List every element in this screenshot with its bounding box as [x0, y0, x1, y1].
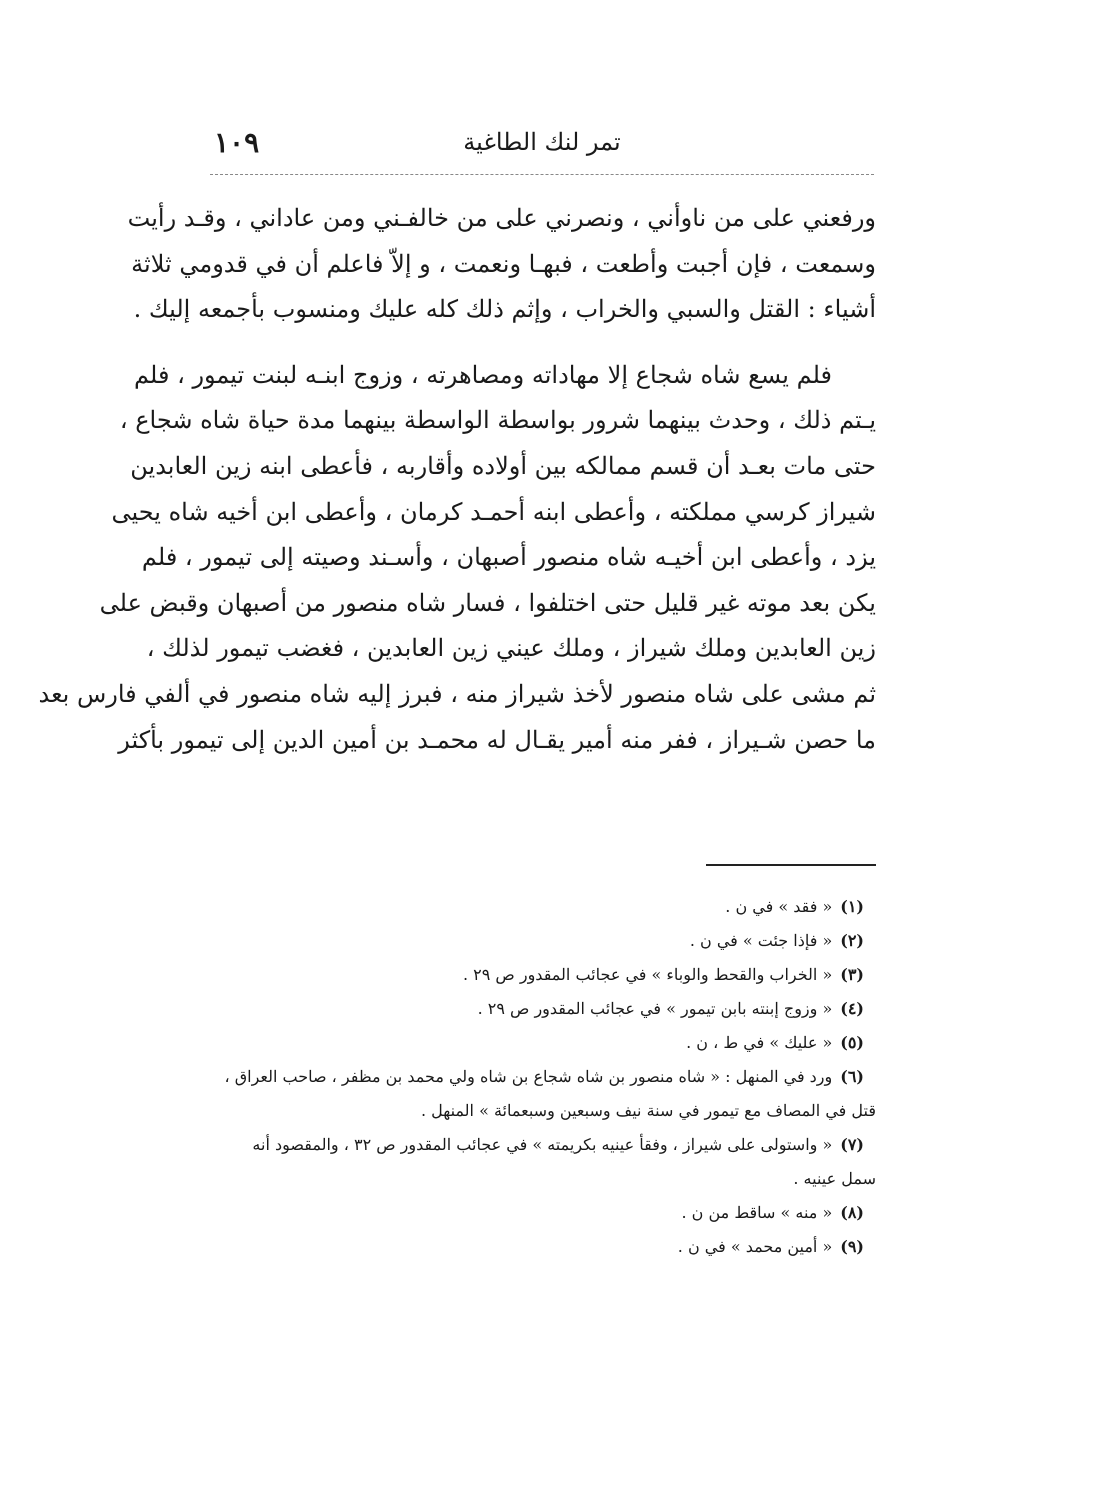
body-line: ورفعني على من ناوأني ، ونصرني على من خالفـني ومن عاداني ، وقـد رأيت — [127, 204, 876, 232]
page-number: ١٠٩ — [214, 126, 260, 159]
footnote — [210, 1026, 876, 1060]
footnote-mark: (١) — [840, 897, 864, 916]
body-line: ثم مشى على شاه منصور لأخذ شيراز منه ، فبرز إليه شاه منصور في ألفي فارس بعد — [38, 679, 876, 708]
body-line: حتى مات بعـد أن قسم ممالكه بين أولاده وأقاربه ، فأعطى ابنه زين العابدين — [130, 451, 876, 480]
footnote-divider — [706, 864, 876, 866]
page-header — [214, 120, 870, 170]
footnote-mark: (٤) — [840, 999, 864, 1018]
footnote-text: « الخراب والقحط والوباء » في عجائب المقدور ص ٢٩ . — [462, 965, 833, 984]
footnote-mark: (٥) — [840, 1033, 864, 1052]
footnote-mark: (٢) — [840, 931, 864, 950]
footnote — [210, 1230, 876, 1264]
footnote-text: « أمين محمد » في ن . — [677, 1237, 833, 1256]
footnote-mark: (٦) — [840, 1067, 864, 1086]
footnote-mark: (٣) — [840, 965, 864, 984]
footnote-text: « منه » ساقط من ن . — [681, 1203, 833, 1222]
footnote-continuation: قتل في المصاف مع تيمور في سنة نيف وسبعين وسبعمائة » المنهل . — [420, 1101, 876, 1120]
footnote-text: « عليك » في ط ، ن . — [686, 1033, 833, 1052]
footnote-mark: (٩) — [840, 1237, 864, 1256]
footnote — [210, 992, 876, 1026]
footnote — [210, 1060, 876, 1094]
paragraph-gap — [210, 333, 876, 353]
body-line: زين العابدين وملك شيراز ، وملك عيني زين العابدين ، فغضب تيمور لذلك ، — [146, 634, 876, 663]
body-line: ما حصن شـيراز ، ففر منه أمير يقـال له محمـد بن أمين الدين إلى تيمور بأكثر — [118, 725, 876, 754]
footnote-text: « فإذا جئت » في ن . — [689, 931, 833, 950]
footnote — [210, 958, 876, 992]
footnote-mark: (٧) — [840, 1135, 864, 1154]
footnotes — [210, 890, 876, 1264]
body-line: وسمعت ، فإن أجبت وأطعت ، فبهـا ونعمت ، و إلاّ فاعلم أن في قدومي ثلاثة — [131, 249, 876, 278]
body-line: يزد ، وأعطى ابن أخيـه شاه منصور أصبهان ، وأسـند وصيته إلى تيمور ، فلم — [141, 543, 876, 572]
footnote-mark: (٨) — [840, 1203, 864, 1222]
body-line: شيراز كرسي مملكته ، وأعطى ابنه أحمـد كرمان ، وأعطى ابن أخيه شاه يحيى — [111, 497, 876, 526]
body-line: فلم يسع شاه شجاع إلا مهاداته ومصاهرته ، وزوج ابنـه لبنت تيمور ، فلم — [134, 360, 832, 389]
footnote-text: « فقد » في ن . — [725, 897, 833, 916]
body-line: يكن بعد موته غير قليل حتى اختلفوا ، فسار شاه منصور من أصبهان وقبض على — [99, 588, 876, 617]
footnote-text: « واستولى على شيراز ، وفقأ عينيه بكريمته » في عجائب المقدور ص ٣٢ ، والمقصود أنه — [252, 1135, 833, 1154]
footnote — [210, 1196, 876, 1230]
footnote-text: « وزوج إبنته بابن تيمور » في عجائب المقدور ص ٢٩ . — [477, 999, 833, 1018]
footnote — [210, 1128, 876, 1162]
body-line: أشياء : القتل والسبي والخراب ، وإثم ذلك كله عليك ومنسوب بأجمعه إليك . — [133, 295, 876, 324]
footnote — [210, 924, 876, 958]
body-line: يـتم ذلك ، وحدث بينهما شرور بواسطة الواسطة بينهما مدة حياة شاه شجاع ، — [119, 406, 876, 435]
footnote-text: ورد في المنهل : « شاه منصور بن شاه شجاع بن شاه ولي محمد بن مظفر ، صاحب العراق ، — [224, 1067, 833, 1086]
running-title: تمر لنك الطاغية — [463, 128, 621, 156]
footnote — [210, 890, 876, 924]
header-divider — [210, 174, 874, 175]
body-text — [38, 196, 876, 763]
footnote-continuation: سمل عينيه . — [793, 1169, 876, 1188]
